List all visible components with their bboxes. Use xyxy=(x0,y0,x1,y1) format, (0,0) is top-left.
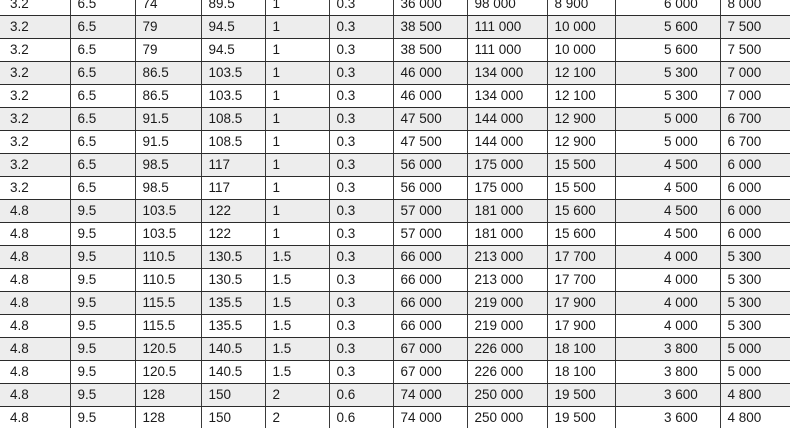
table-cell: 5 000 xyxy=(657,131,720,154)
table-cell: 5 300 xyxy=(720,292,790,315)
table-cell: 6.5 xyxy=(70,108,135,131)
table-row xyxy=(0,0,790,16)
table-cell: 4 500 xyxy=(657,154,720,177)
table-cell: 5 300 xyxy=(657,85,720,108)
table-cell: 94.5 xyxy=(201,16,265,39)
table-cell: 9.5 xyxy=(70,361,135,384)
table-cell: 5 000 xyxy=(720,338,790,361)
table-cell: 135.5 xyxy=(201,292,265,315)
table-cell: 38 500 xyxy=(393,16,467,39)
table-cell: 5 000 xyxy=(720,361,790,384)
table-cell: 5 300 xyxy=(720,269,790,292)
table-row xyxy=(0,315,790,338)
table-row xyxy=(0,361,790,384)
table-cell xyxy=(615,16,657,39)
table-cell xyxy=(615,0,657,16)
table-cell: 66 000 xyxy=(393,246,467,269)
table-cell: 9.5 xyxy=(70,246,135,269)
table-cell: 3.2 xyxy=(0,39,70,62)
table-cell: 91.5 xyxy=(135,131,201,154)
table-cell: 5 300 xyxy=(720,246,790,269)
table-row xyxy=(0,177,790,200)
table-cell: 5 000 xyxy=(657,108,720,131)
table-cell: 12 100 xyxy=(547,62,615,85)
table-cell: 47 500 xyxy=(393,108,467,131)
table-cell: 1 xyxy=(265,85,329,108)
table-cell: 86.5 xyxy=(135,62,201,85)
table-cell: 4 800 xyxy=(720,384,790,407)
table-cell xyxy=(615,361,657,384)
table-cell: 103.5 xyxy=(201,85,265,108)
table-cell: 74 xyxy=(135,0,201,16)
table-cell: 1 xyxy=(265,131,329,154)
table-cell: 0.3 xyxy=(329,16,393,39)
table-cell: 140.5 xyxy=(201,361,265,384)
table-cell xyxy=(615,292,657,315)
table-cell xyxy=(615,108,657,131)
table-cell: 6.5 xyxy=(70,39,135,62)
table-cell: 0.3 xyxy=(329,315,393,338)
table-cell xyxy=(615,246,657,269)
table-cell: 7 500 xyxy=(720,39,790,62)
table-cell: 213 000 xyxy=(467,246,547,269)
table-cell xyxy=(615,85,657,108)
table-cell: 4 000 xyxy=(657,246,720,269)
table-cell: 4.8 xyxy=(0,292,70,315)
table-cell: 181 000 xyxy=(467,200,547,223)
table-cell: 15 600 xyxy=(547,223,615,246)
table-cell: 6.5 xyxy=(70,154,135,177)
table-cell: 1.5 xyxy=(265,361,329,384)
table-cell: 115.5 xyxy=(135,315,201,338)
table-cell xyxy=(615,131,657,154)
table-cell: 5 600 xyxy=(657,39,720,62)
table-cell: 108.5 xyxy=(201,131,265,154)
table-cell: 66 000 xyxy=(393,269,467,292)
table-cell xyxy=(615,154,657,177)
table-cell: 15 500 xyxy=(547,177,615,200)
table-cell: 18 100 xyxy=(547,361,615,384)
table-cell: 1 xyxy=(265,154,329,177)
table-cell: 7 000 xyxy=(720,62,790,85)
table-cell: 0.3 xyxy=(329,108,393,131)
table-cell: 3.2 xyxy=(0,85,70,108)
table-row xyxy=(0,292,790,315)
table-cell xyxy=(615,338,657,361)
table-cell: 1 xyxy=(265,62,329,85)
table-cell: 0.3 xyxy=(329,246,393,269)
table-cell: 8 900 xyxy=(547,0,615,16)
table-cell: 19 500 xyxy=(547,384,615,407)
table-cell: 6 000 xyxy=(720,200,790,223)
table-cell: 103.5 xyxy=(135,223,201,246)
table-cell: 18 100 xyxy=(547,338,615,361)
table-cell: 4.8 xyxy=(0,223,70,246)
table-cell: 0.3 xyxy=(329,223,393,246)
table-cell: 144 000 xyxy=(467,108,547,131)
table-cell: 250 000 xyxy=(467,407,547,428)
table-row xyxy=(0,131,790,154)
table-cell xyxy=(615,200,657,223)
table-cell: 3.2 xyxy=(0,177,70,200)
table-cell: 122 xyxy=(201,223,265,246)
table-cell: 15 600 xyxy=(547,200,615,223)
table-cell: 6 700 xyxy=(720,131,790,154)
table-cell: 2 xyxy=(265,407,329,428)
table-cell: 46 000 xyxy=(393,62,467,85)
table-cell: 10 000 xyxy=(547,16,615,39)
table-cell: 67 000 xyxy=(393,361,467,384)
table-cell: 4.8 xyxy=(0,200,70,223)
table-row xyxy=(0,62,790,85)
table-cell: 110.5 xyxy=(135,269,201,292)
table-row xyxy=(0,39,790,62)
table-cell: 0.3 xyxy=(329,338,393,361)
table-cell xyxy=(615,269,657,292)
table-cell: 213 000 xyxy=(467,269,547,292)
table-cell: 3.2 xyxy=(0,108,70,131)
table-cell: 9.5 xyxy=(70,292,135,315)
table-cell: 12 900 xyxy=(547,108,615,131)
table-cell: 17 700 xyxy=(547,246,615,269)
table-cell: 181 000 xyxy=(467,223,547,246)
table-cell: 0.3 xyxy=(329,177,393,200)
table-cell: 1 xyxy=(265,16,329,39)
table-row xyxy=(0,384,790,407)
table-cell: 98.5 xyxy=(135,154,201,177)
table-cell: 5 300 xyxy=(657,62,720,85)
table-cell: 12 900 xyxy=(547,131,615,154)
table-cell xyxy=(615,315,657,338)
table-cell: 6.5 xyxy=(70,0,135,16)
table-cell: 3.2 xyxy=(0,16,70,39)
table-cell: 120.5 xyxy=(135,338,201,361)
table-cell: 4 500 xyxy=(657,177,720,200)
table-cell xyxy=(615,407,657,428)
table-cell: 4.8 xyxy=(0,361,70,384)
table-cell: 110.5 xyxy=(135,246,201,269)
table-cell: 6 000 xyxy=(720,177,790,200)
table-cell: 3 800 xyxy=(657,361,720,384)
table-row xyxy=(0,407,790,428)
table-cell: 1 xyxy=(265,177,329,200)
table-cell xyxy=(615,223,657,246)
table-row xyxy=(0,154,790,177)
table-cell xyxy=(615,39,657,62)
table-cell: 8 000 xyxy=(720,0,790,16)
table-cell: 67 000 xyxy=(393,338,467,361)
table-cell: 4.8 xyxy=(0,246,70,269)
table-cell: 0.3 xyxy=(329,292,393,315)
table-cell: 1.5 xyxy=(265,246,329,269)
table-cell: 226 000 xyxy=(467,338,547,361)
table-cell: 46 000 xyxy=(393,85,467,108)
table-cell: 122 xyxy=(201,200,265,223)
table-cell: 1 xyxy=(265,0,329,16)
table-cell: 9.5 xyxy=(70,200,135,223)
table-cell: 103.5 xyxy=(201,62,265,85)
table-cell: 36 000 xyxy=(393,0,467,16)
table-cell: 0.6 xyxy=(329,384,393,407)
table-row xyxy=(0,108,790,131)
table-cell: 3.2 xyxy=(0,131,70,154)
table-cell: 9.5 xyxy=(70,338,135,361)
table-cell: 0.3 xyxy=(329,154,393,177)
table-cell: 94.5 xyxy=(201,39,265,62)
table-cell: 150 xyxy=(201,384,265,407)
table-cell: 57 000 xyxy=(393,223,467,246)
table-cell: 135.5 xyxy=(201,315,265,338)
table-cell: 6.5 xyxy=(70,131,135,154)
table-cell: 74 000 xyxy=(393,384,467,407)
table-cell: 128 xyxy=(135,407,201,428)
table-cell: 4 000 xyxy=(657,315,720,338)
table-cell: 86.5 xyxy=(135,85,201,108)
table-cell: 150 xyxy=(201,407,265,428)
table-cell: 4.8 xyxy=(0,384,70,407)
table-cell: 57 000 xyxy=(393,200,467,223)
table-cell: 98 000 xyxy=(467,0,547,16)
table-cell: 7 000 xyxy=(720,85,790,108)
table-cell: 175 000 xyxy=(467,177,547,200)
table-cell: 3 800 xyxy=(657,338,720,361)
table-cell: 1 xyxy=(265,108,329,131)
table-cell: 1.5 xyxy=(265,315,329,338)
table-cell: 117 xyxy=(201,154,265,177)
table-cell: 6 000 xyxy=(720,223,790,246)
table-cell: 56 000 xyxy=(393,177,467,200)
table-cell: 17 900 xyxy=(547,292,615,315)
table-cell: 17 900 xyxy=(547,315,615,338)
table-cell: 6 700 xyxy=(720,108,790,131)
table-cell: 108.5 xyxy=(201,108,265,131)
table-cell: 0.6 xyxy=(329,407,393,428)
table-row xyxy=(0,200,790,223)
table-cell: 0.3 xyxy=(329,0,393,16)
table-cell: 4 000 xyxy=(657,292,720,315)
table-cell: 79 xyxy=(135,16,201,39)
table-row xyxy=(0,338,790,361)
table-cell: 4.8 xyxy=(0,269,70,292)
table-cell: 91.5 xyxy=(135,108,201,131)
table-cell: 128 xyxy=(135,384,201,407)
table-cell: 5 600 xyxy=(657,16,720,39)
table-cell: 1 xyxy=(265,39,329,62)
table-cell: 17 700 xyxy=(547,269,615,292)
table-row xyxy=(0,16,790,39)
table-cell: 6 000 xyxy=(720,154,790,177)
table-cell: 140.5 xyxy=(201,338,265,361)
table-cell: 66 000 xyxy=(393,315,467,338)
table-cell: 15 500 xyxy=(547,154,615,177)
table-cell xyxy=(615,384,657,407)
table-cell: 0.3 xyxy=(329,200,393,223)
table-cell: 3.2 xyxy=(0,154,70,177)
table-cell: 117 xyxy=(201,177,265,200)
table-cell: 38 500 xyxy=(393,39,467,62)
table-cell: 3.2 xyxy=(0,0,70,16)
table-cell: 4 500 xyxy=(657,200,720,223)
table-cell: 226 000 xyxy=(467,361,547,384)
table-row xyxy=(0,246,790,269)
table-cell: 1.5 xyxy=(265,269,329,292)
table-cell: 56 000 xyxy=(393,154,467,177)
table-cell: 7 500 xyxy=(720,16,790,39)
table-cell: 4.8 xyxy=(0,338,70,361)
table-cell: 4 800 xyxy=(720,407,790,428)
table-cell: 10 000 xyxy=(547,39,615,62)
table-row xyxy=(0,223,790,246)
table-cell: 111 000 xyxy=(467,16,547,39)
table-cell: 120.5 xyxy=(135,361,201,384)
table-cell: 1 xyxy=(265,200,329,223)
table-cell: 98.5 xyxy=(135,177,201,200)
table-cell: 4.8 xyxy=(0,315,70,338)
table-cell: 111 000 xyxy=(467,39,547,62)
table-cell: 250 000 xyxy=(467,384,547,407)
table-cell: 103.5 xyxy=(135,200,201,223)
table-cell: 219 000 xyxy=(467,315,547,338)
table-cell xyxy=(615,62,657,85)
table-cell: 6.5 xyxy=(70,62,135,85)
table-cell: 2 xyxy=(265,384,329,407)
table-row xyxy=(0,85,790,108)
table-cell: 6.5 xyxy=(70,177,135,200)
table-cell: 1.5 xyxy=(265,292,329,315)
table-row xyxy=(0,269,790,292)
table-cell: 130.5 xyxy=(201,269,265,292)
table-cell: 19 500 xyxy=(547,407,615,428)
table-cell: 6.5 xyxy=(70,85,135,108)
table-cell: 0.3 xyxy=(329,269,393,292)
table-cell: 0.3 xyxy=(329,39,393,62)
table-cell: 0.3 xyxy=(329,131,393,154)
table-cell: 5 300 xyxy=(720,315,790,338)
table-cell: 3.2 xyxy=(0,62,70,85)
table-cell: 0.3 xyxy=(329,85,393,108)
table-cell: 47 500 xyxy=(393,131,467,154)
table-cell: 79 xyxy=(135,39,201,62)
table-cell: 1.5 xyxy=(265,338,329,361)
table-cell: 9.5 xyxy=(70,223,135,246)
table-cell: 9.5 xyxy=(70,384,135,407)
table-cell: 175 000 xyxy=(467,154,547,177)
table-cell: 74 000 xyxy=(393,407,467,428)
table-cell: 3 600 xyxy=(664,410,698,425)
table-cell: 0.3 xyxy=(329,361,393,384)
table-cell: 9.5 xyxy=(70,407,135,428)
table-cell: 4.8 xyxy=(10,410,29,425)
table-cell: 219 000 xyxy=(467,292,547,315)
table-cell: 9.5 xyxy=(70,315,135,338)
table-cell xyxy=(615,177,657,200)
table-cell: 0.3 xyxy=(329,62,393,85)
table-cell: 12 100 xyxy=(547,85,615,108)
table-cell: 130.5 xyxy=(201,246,265,269)
table-cell: 144 000 xyxy=(467,131,547,154)
table-cell: 4 000 xyxy=(657,269,720,292)
table-cell: 66 000 xyxy=(393,292,467,315)
table-cell: 9.5 xyxy=(70,269,135,292)
table-cell: 3 600 xyxy=(657,384,720,407)
table-cell: 134 000 xyxy=(467,62,547,85)
table-cell: 1 xyxy=(265,223,329,246)
table-cell: 115.5 xyxy=(135,292,201,315)
table-cell: 134 000 xyxy=(467,85,547,108)
table-cell: 6.5 xyxy=(70,16,135,39)
table-cell: 6 000 xyxy=(657,0,720,16)
table-cell: 4 500 xyxy=(657,223,720,246)
table-cell: 89.5 xyxy=(201,0,265,16)
